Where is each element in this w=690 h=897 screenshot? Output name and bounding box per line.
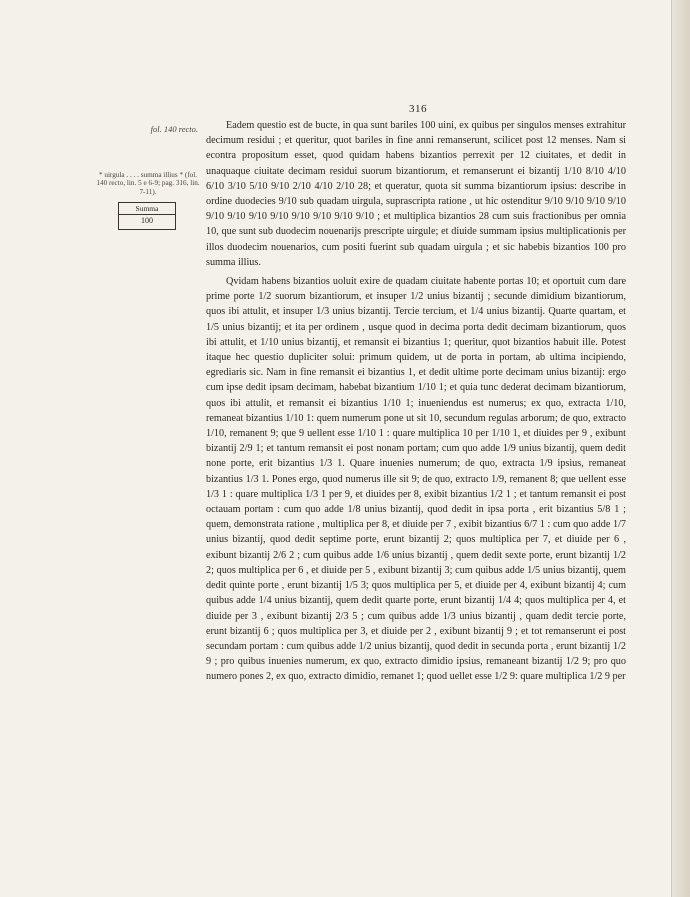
margin-box-label: Summa xyxy=(119,203,175,215)
main-text xyxy=(206,118,626,685)
page-edge xyxy=(672,0,690,897)
margin-folio-reference: fol. 140 recto. xyxy=(150,124,198,134)
margin-summa-box xyxy=(118,202,176,230)
paragraph-2: Qvidam habens bizantios uoluit exire de quadam ciuitate habente portas 10; et oportuit cum dare prime porte 1/2 suorum bizantiorum, et insuper 1/2 unius bizantij ; secunde dimidium bizantiorum, quos ibi attulit, et insuper 1/3 unius bizantij. Tercie tercium, et 1/4 unius bizantij. Quarte quartam, et 1/5 unius bizantij; et ita per ordinem , usque quod in decima porta dedit decimam bizantiorum, quos ibi attulit, et 1/10 unius bizantij, et remansit ei bizantius 1; queritur, quot bizantios habuit ille. Potest itaque hec questio dupliciter solui: primum quidem, ut de porta in portam, ab ultima incipiendo, egrediaris sic. Nam in fine remansit ei bizantius 1, et dedit ultime porte decimam unius bizantij: ergo cum ipse dedit ipsam decimam, habebat bizantium 1/10 1; et quia tunc dederat decimam bizantiorum, quos ibi attulit, et remansit ei bizantius 1/10 1; inueniendus est numerus; ex quo, extracta 1/10, remaneat bizantius 1/10 1: quem numerum pone ut sit 10, secundum regulas arborum; de quo, extracto 1/10, remanent 9; que 9 uellent esse 1/10 1 : quare multiplica 10 per 1/10 1, et diuides per 9 , exibunt bizantij 2/9 1; et tantum remansit ei post nonam portam; cum quo adde 1/9 unius bizantij, quem dedit none porte, erit bizantius 1/3 1. Quare inuenies numerum; de quo, extracta 1/9 ipsius, remaneat bizantius 1/3 1. Pones ergo, quod numerus ille sit 9; de quo, extracto 1/9, remanent 8; que uellent esse 1/3 1 : quare multiplica 1/3 1 per 9, et diuides per 8, exibit bizantius 1/2 1 ; et tantum remansit ei post octauam portam : cum quo adde 1/8 unius bizantij, quod dedit in ipsa porta , erit bizantius 5/8 1 ; quem, demonstrata ratione , multiplica per 8, et diuide per 7 , exibit bizantius 6/7 1 : cum quo adde 1/7 unius bizantij, quod dedit septime porte, erunt bizantij 2; quos multiplica per 7, et diuide per 6 , exibunt bizantij 2/6 2 ; cum quibus adde 1/6 unius bizantij , quem dedit sexte porte, erunt bizantij 1/2 2; quos multiplica per 6 , et diuide per 5 , exibunt bizantij 3; cum quibus adde 1/5 unius bizantij, quem dedit quinte porte , erunt bizantij 1/5 3; quos multiplica per 5, et diuide per 4, exibunt bizantij 4; cum quibus adde 1/4 unius bizantij, quem dedit quarte porte, erunt bizantij 1/4 4; quos multiplica per 4, et diuide per 3 , exibunt bizantij 2/3 5 ; cum quibus adde 1/3 unius bizantij , quam dedit tercie porte, erunt bizantij 6 ; quos multiplica per 3, et diuide per 2 , exibunt bizantij 9 ; et tot remanserunt ei post secundam portam : cum quibus adde 1/2 unius bizantij, quod dedit in secunda porta , erunt bizantij 1/2 9 ; pro quibus inuenies numerum, ex quo, extracto dimidio ipsius, remaneant bizantij 1/2 9; pro quo numero pones 2, ex quo, extracto dimidio, remanet 1; quod uellet esse 1/2 9: quare multiplica 1/2 9 per xyxy=(206,276,626,683)
margin-box-value: 100 xyxy=(141,216,153,225)
page-number: 316 xyxy=(409,103,427,115)
paragraph-1: Eadem questio est de bucte, in qua sunt bariles 100 uini, ex quibus per singulos menses extrahitur decimum residui ; et queritur, quot bariles in fine anni remanserunt, scilicet post 12 menses. Nam si econtra propositum esset, quod quidam habens bizantios perrexit per 12 ciuitates, et dedit in unaquaque ciuitate decimam residui suorum bizantiorum, et remanserunt ei bizantij 1/10 8/10 4/10 6/10 3/10 5/10 9/10 2/10 4/10 2/10 28; et queratur, quota sit summa bizantiorum ipsius: describe in ordine duodecies 9/10 sub quadam uirgula, suprascripta ratione , ut hic ostenditur 9/10 9/10 9/10 9/10 9/10 9/10 9/10 9/10 9/10 9/10 9/10 9/10 ; et multiplica bizantios 28 cum suis fractionibus per omnia 10, que sunt sub duodecim nouenarijs prescripte uirgule; et diuide summam ipsius multiplicationis per illos duodecim nouenarios, cum positi fuerint sub quadam uirgula ; et sic habebis bizantios 100 pro summa illius. xyxy=(206,120,626,268)
margin-note: * uirgula . . . . summa illius * (fol. 140 recto, lin. 5 e 6-9; pag. 316, lin. 7-11). xyxy=(96,171,200,196)
